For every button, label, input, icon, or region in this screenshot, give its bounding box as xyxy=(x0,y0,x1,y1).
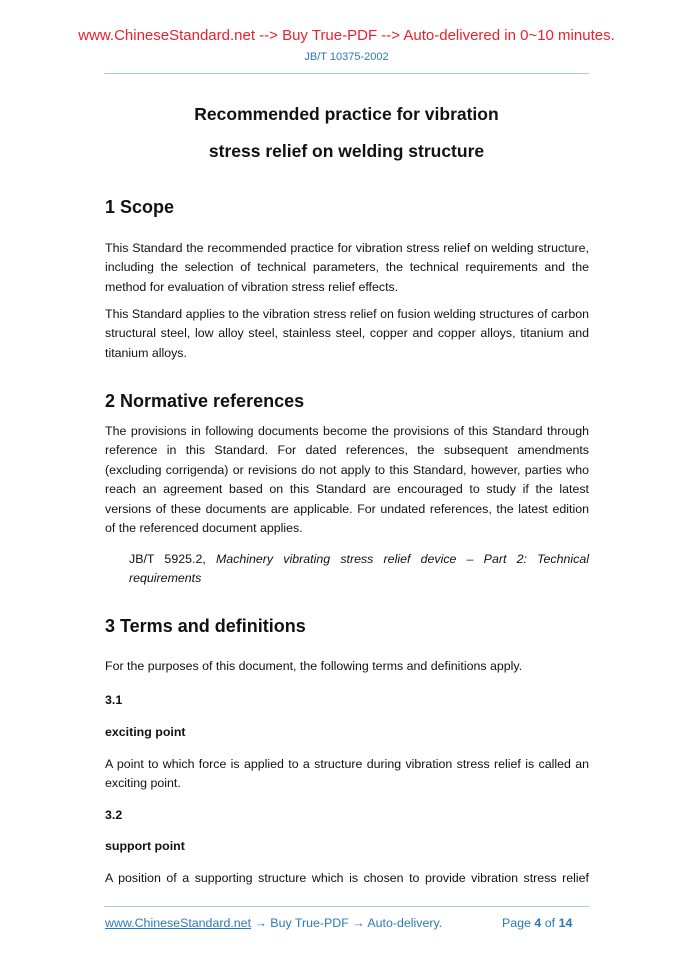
scope-paragraph-2: This Standard applies to the vibration stress relief on fusion welding structures of carbon structural steel, low alloy steel, stainless steel, copper and copper alloys, titanium and titanium alloys. xyxy=(105,307,589,360)
term-definition: A position of a supporting structure which is chosen to provide vibration stress relief xyxy=(105,871,589,885)
section-heading-scope: 1 Scope xyxy=(105,197,175,217)
term-name: exciting point xyxy=(105,725,186,739)
normative-references-paragraph: The provisions in following documents become the provisions of this Standard through reference in this Standard. For dated references, the subsequent amendments (excluding corrigenda) or revisions do not apply to this Standard, however, parties who reach an agreement based on this Standard are encouraged to study if the latest versions of these documents are applicable. For undated references, the latest edition of the referenced document applies. xyxy=(105,424,589,536)
footer-site-link[interactable]: www.ChineseStandard.net xyxy=(105,916,252,930)
term-number: 3.2 xyxy=(105,808,123,822)
reference-title: Machinery vibrating stress relief device – Part 2: Technical requirements xyxy=(129,552,589,585)
footer-divider xyxy=(104,906,589,907)
header-divider xyxy=(104,73,589,74)
section-heading-terms-definitions: 3 Terms and definitions xyxy=(105,616,306,636)
footer-tagline: → Buy True-PDF → Auto-delivery. xyxy=(251,916,443,930)
total-pages-number: 14 xyxy=(558,916,573,930)
terms-intro: For the purposes of this document, the following terms and definitions apply. xyxy=(105,659,523,673)
current-page-number: 4 xyxy=(534,916,542,930)
standard-code: JB/T 10375-2002 xyxy=(304,51,389,63)
term-number: 3.1 xyxy=(105,693,123,707)
section-heading-normative-references: 2 Normative references xyxy=(105,391,305,411)
page-indicator xyxy=(502,916,572,930)
scope-paragraph-1: This Standard the recommended practice for vibration stress relief on welding structure, including the selection of technical parameters, the technical requirements and the method for evaluation of vibration stress relief effects. xyxy=(105,241,589,294)
promo-banner: www.ChineseStandard.net --> Buy True-PDF --> Auto-delivered in 0~10 minutes. xyxy=(78,27,615,44)
page-of-label: of xyxy=(544,916,556,930)
document-title-line-1: Recommended practice for vibration xyxy=(194,104,499,124)
reference-entry xyxy=(129,550,589,588)
document-title-line-2: stress relief on welding structure xyxy=(208,141,485,161)
term-name: support point xyxy=(105,839,185,853)
reference-code: JB/T 5925.2, xyxy=(129,552,206,566)
page-label: Page xyxy=(502,916,531,930)
footer-promo xyxy=(105,916,442,930)
term-definition: A point to which force is applied to a structure during vibration stress relief is called an exciting point. xyxy=(105,757,589,791)
